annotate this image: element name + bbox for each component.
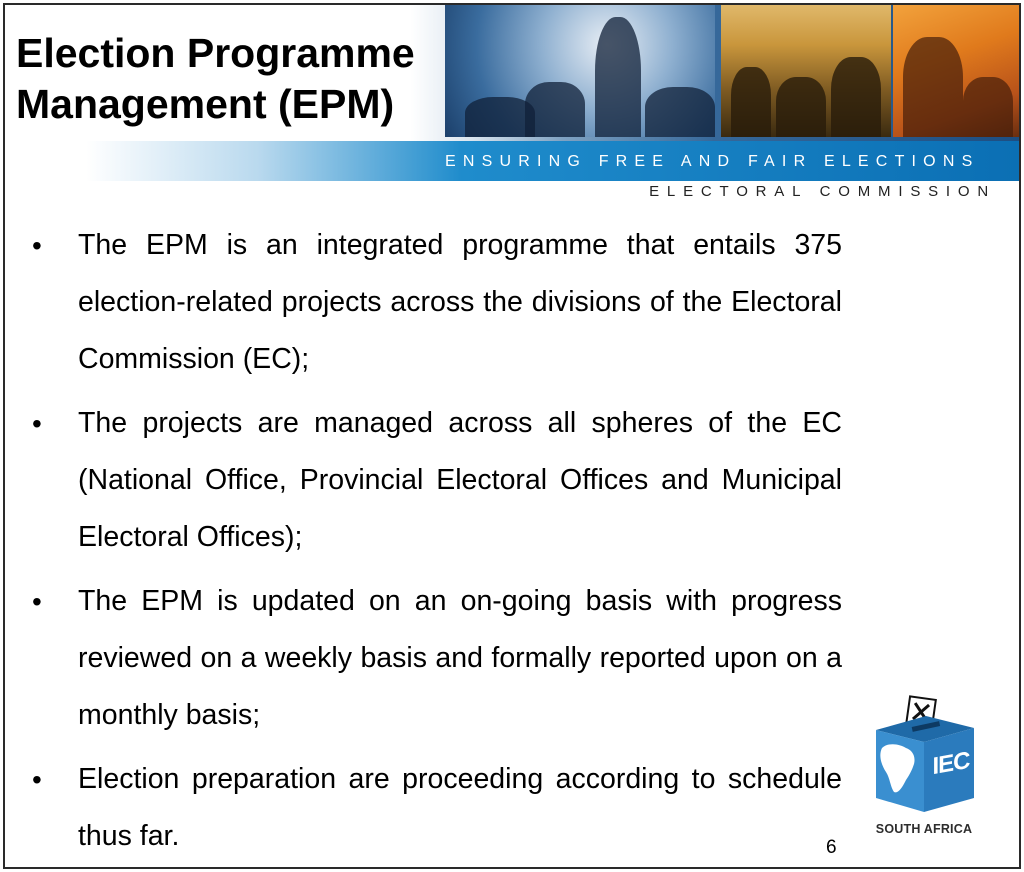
organization-name: ELECTORAL COMMISSION: [649, 183, 996, 200]
logo-text: IEC: [932, 746, 970, 781]
bullet-icon: •: [32, 230, 42, 261]
bullet-icon: •: [32, 586, 42, 617]
logo-caption: SOUTH AFRICA: [875, 822, 973, 836]
title-line-1: Election Programme: [16, 30, 415, 76]
bullet-text: The EPM is an integrated programme that entails 375 election-related projects across the divisions of the Electoral Commission (EC);: [78, 229, 842, 375]
tagline: ENSURING FREE AND FAIR ELECTIONS: [445, 153, 980, 170]
bullet-text: The EPM is updated on an on-going basis with progress reviewed on a weekly basis and formally reported upon on a monthly basis;: [78, 585, 842, 731]
bullet-text: Election preparation are proceeding according to schedule thus far.: [78, 763, 842, 852]
bullet-icon: •: [32, 764, 42, 795]
slide-border: [3, 3, 1021, 869]
bullet-icon: •: [32, 408, 42, 439]
page-number: 6: [826, 837, 837, 858]
title-line-2: Management (EPM): [16, 81, 395, 127]
bullet-text: The projects are managed across all spheres of the EC (National Office, Provincial Electoral Offices and Municipal Electoral Offices);: [78, 407, 842, 553]
